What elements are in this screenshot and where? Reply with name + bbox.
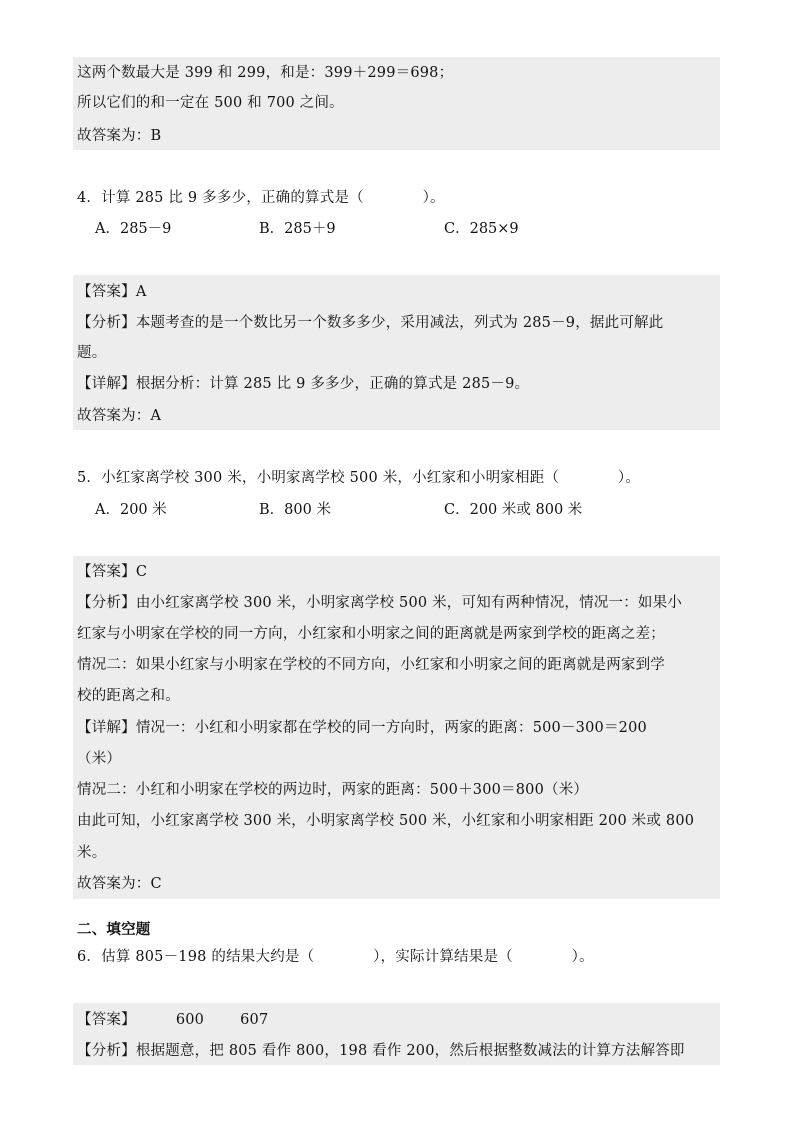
text-line: 情况二：如果小红家与小明家在学校的不同方向，小红家和小明家之间的距离就是两家到学: [77, 657, 665, 673]
q4-analysis: 【分析】本题考查的是一个数比另一个数多多少，采用减法，列式为 285－9，据此可解此: [77, 315, 664, 331]
q5-detail: 【详解】情况一：小红和小明家都在学校的同一方向时，两家的距离：500－300＝200: [77, 720, 647, 736]
q4-answer: 【答案】A: [77, 284, 147, 300]
q4-option-b: B．285＋9: [259, 221, 336, 237]
text-line: 这两个数最大是 399 和 299，和是：399＋299＝698；: [77, 65, 454, 81]
text-line: 情况二：小红和小明家在学校的两边时，两家的距离：500＋300＝800（米）: [77, 782, 589, 798]
q4-conclusion: 故答案为：A: [77, 408, 162, 424]
q5-analysis: 【分析】由小红家离学校 300 米，小明家离学校 500 米，可知有两种情况，情况一：如果小: [77, 595, 682, 611]
q4-detail: 【详解】根据分析：计算 285 比 9 多多少，正确的算式是 285－9。: [77, 376, 530, 392]
q6-analysis: 【分析】根据题意，把 805 看作 800，198 看作 200，然后根据整数减法的计算方法解答即: [77, 1043, 685, 1059]
q4-option-a: A．285－9: [95, 221, 172, 237]
text-line: 故答案为：B: [77, 128, 162, 144]
text-line: 校的距离之和。: [77, 688, 180, 704]
text-line: 所以它们的和一定在 500 和 700 之间。: [77, 95, 344, 111]
question-4: 4．计算 285 比 9 多多少，正确的算式是（ ）。: [77, 190, 445, 206]
q6-answer: 【答案】 600 607: [77, 1012, 269, 1028]
q5-option-b: B．800 米: [259, 502, 331, 518]
q5-conclusion: 故答案为：C: [77, 876, 162, 892]
q5-option-a: A．200 米: [95, 502, 167, 518]
q4-option-c: C．285×9: [444, 221, 519, 237]
section-title: 二、填空题: [77, 922, 151, 938]
q5-option-c: C．200 米或 800 米: [444, 502, 583, 518]
text-line: 题。: [77, 345, 107, 361]
text-line: 红家与小明家在学校的同一方向，小红家和小明家之间的距离就是两家到学校的距离之差；: [77, 626, 665, 642]
q5-answer: 【答案】C: [77, 564, 148, 580]
question-5: 5．小红家离学校 300 米，小明家离学校 500 米，小红家和小明家相距（ ）。: [77, 470, 641, 486]
question-6: 6．估算 805－198 的结果大约是（ ），实际计算结果是（ ）。: [77, 949, 594, 965]
text-line: 米。: [77, 845, 107, 861]
text-line: （米）: [77, 751, 122, 767]
text-line: 由此可知，小红家离学校 300 米，小明家离学校 500 米，小红家和小明家相距 200 米或 800: [77, 813, 695, 829]
answer-block-q4: [73, 275, 720, 430]
